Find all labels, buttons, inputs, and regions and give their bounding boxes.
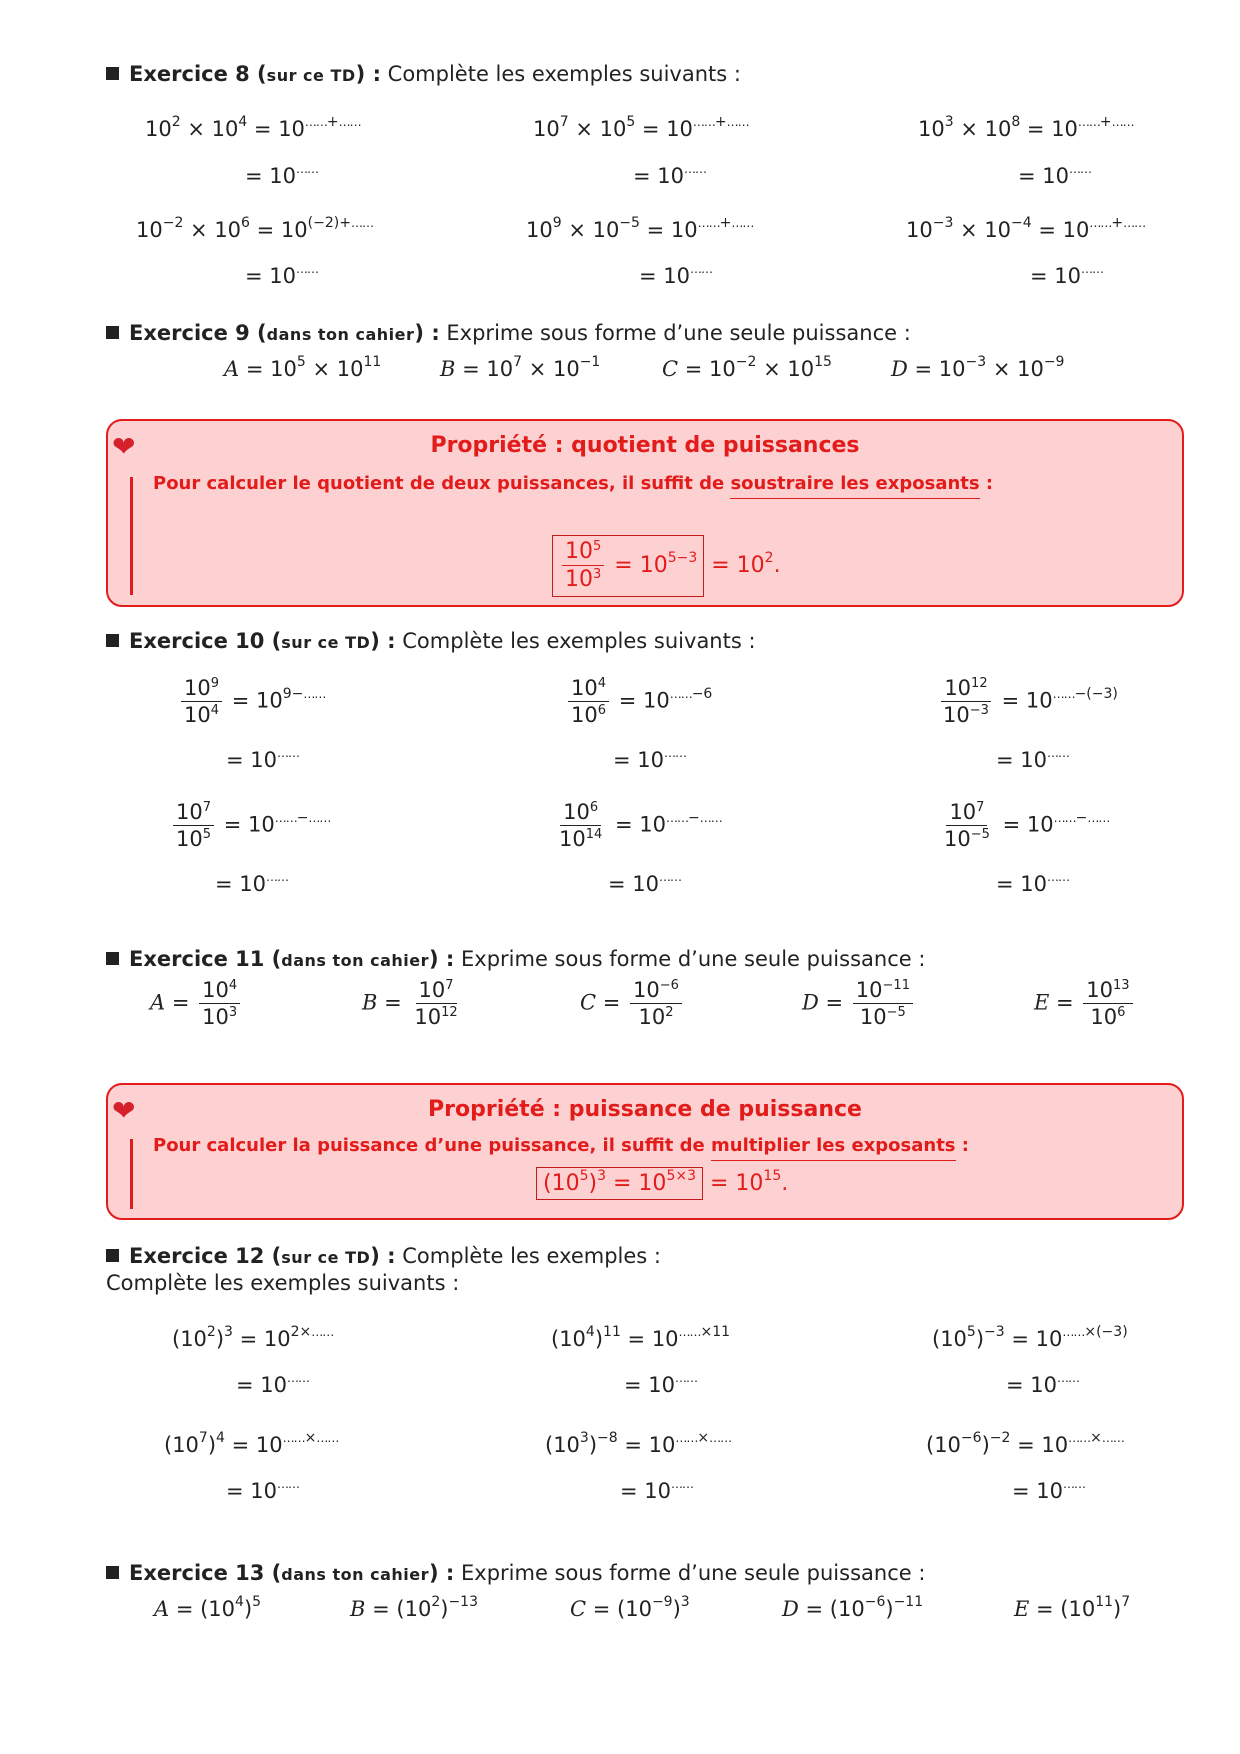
ex12-eq-4: $(10^7)^4 = 10^{\dots\dots\times\dots\dots}$ bbox=[164, 1430, 339, 1457]
ex12-eq-3-result: = 10…… bbox=[1006, 1371, 1079, 1397]
property-power-text: Pour calculer la puissance d’une puissance, il suffit de multiplier les exposants : bbox=[153, 1135, 969, 1156]
ex11-expr-a: A = $\frac{10^4}{10^3}$ bbox=[150, 978, 243, 1029]
ex11-expr-e: E = $\frac{10^{13}}{10^6}$ bbox=[1034, 978, 1136, 1029]
ex8-eq-3: $10^3 \times 10^8 = 10^{\dots\dots+\dots\dots}$ bbox=[918, 114, 1134, 141]
ex13-expr-d: $D = (10^{-6})^{-11}$ bbox=[782, 1594, 924, 1621]
ex12-eq-1: $(10^2)^3 = 10^{2\times\dots\dots}$ bbox=[172, 1324, 334, 1351]
property-power-box bbox=[106, 1083, 1184, 1220]
ex10-eq-6-result: = 10…… bbox=[996, 870, 1069, 896]
ex12-eq-6: $(10^{-6})^{-2} = 10^{\dots\dots\times\dots\dots}$ bbox=[926, 1430, 1124, 1457]
property-power-title: Propriété : puissance de puissance bbox=[428, 1097, 862, 1122]
ex10-eq-1-result: = 10…… bbox=[226, 746, 299, 772]
ex12-eq-5-result: = 10…… bbox=[620, 1477, 693, 1503]
ex12-eq-2-result: = 10…… bbox=[624, 1371, 697, 1397]
ex12-subline: Complète les exemples suivants : bbox=[106, 1271, 460, 1295]
ex12-eq-5: $(10^3)^{-8} = 10^{\dots\dots\times\dots\dots}$ bbox=[545, 1430, 732, 1457]
ex8-eq-2: $10^7 \times 10^5 = 10^{\dots\dots+\dots\dots}$ bbox=[533, 114, 749, 141]
ex8-eq-5-result: = 10…… bbox=[639, 262, 712, 288]
exercise-9-title: Exercice 9 (dans ton cahier) : Exprime sous forme d’une seule puissance : bbox=[106, 321, 911, 345]
ex13-expr-b: $B = (10^2)^{-13}$ bbox=[350, 1594, 478, 1621]
property-power-formula: $(10^5)^3 = 10^{5\times 3} = 10^{15}$. bbox=[536, 1167, 788, 1200]
ex8-eq-5: $10^9 \times 10^{-5} = 10^{\dots\dots+\dots\dots}$ bbox=[526, 215, 754, 242]
ex12-eq-2: $(10^4)^{11} = 10^{\dots\dots\times 11}$ bbox=[551, 1324, 731, 1351]
exercise-8-title: Exercice 8 (sur ce TD) : Complète les exemples suivants : bbox=[106, 62, 741, 86]
ex8-eq-2-result: = 10…… bbox=[633, 162, 706, 188]
exercise-12-title: Exercice 12 (sur ce TD) : Complète les exemples : bbox=[106, 1244, 661, 1268]
ex9-expr-b: $B = 10^7 \times 10^{-1}$ bbox=[440, 354, 601, 381]
ex9-expr-c: $C = 10^{-2} \times 10^{15}$ bbox=[662, 354, 832, 381]
ex8-eq-6: $10^{-3} \times 10^{-4} = 10^{\dots\dots+\dots\dots}$ bbox=[906, 215, 1146, 242]
heart-icon: ❤ bbox=[112, 430, 136, 463]
heart-icon: ❤ bbox=[112, 1094, 136, 1127]
ex8-eq-4-result: = 10…… bbox=[245, 262, 318, 288]
property-quotient-box bbox=[106, 419, 1184, 607]
ex10-eq-2-result: = 10…… bbox=[613, 746, 686, 772]
ex8-eq-1: $10^2 \times 10^4 = 10^{\dots\dots+\dots\dots}$ bbox=[145, 114, 361, 141]
ex12-eq-3: $(10^5)^{-3} = 10^{\dots\dots\times(-3)}$ bbox=[932, 1324, 1128, 1351]
ex13-expr-c: $C = (10^{-9})^3$ bbox=[570, 1594, 690, 1621]
ex9-expr-a: $A = 10^5 \times 10^{11}$ bbox=[224, 354, 382, 381]
exercise-13-title: Exercice 13 (dans ton cahier) : Exprime sous forme d’une seule puissance : bbox=[106, 1561, 925, 1585]
ex8-eq-1-result: = 10…… bbox=[245, 162, 318, 188]
ex10-eq-5: $\frac{10^6}{10^{14}}$ = 10……−…… bbox=[559, 800, 722, 852]
property-quotient-text: Pour calculer le quotient de deux puissances, il suffit de soustraire les exposants : bbox=[153, 473, 993, 494]
ex12-eq-1-result: = 10…… bbox=[236, 1371, 309, 1397]
ex13-expr-e: $E = (10^{11})^7$ bbox=[1014, 1594, 1131, 1621]
property-quotient-formula: $\frac{10^5}{10^3}$ = $10^{5-3} = 10^2$. bbox=[552, 535, 781, 597]
property-quotient-title: Propriété : quotient de puissances bbox=[430, 433, 860, 458]
ex10-eq-3-result: = 10…… bbox=[996, 746, 1069, 772]
ex11-expr-b: B = $\frac{10^7}{10^{12}}$ bbox=[362, 978, 458, 1030]
ex12-eq-6-result: = 10…… bbox=[1012, 1477, 1085, 1503]
ex10-eq-4-result: = 10…… bbox=[215, 870, 288, 896]
ex10-eq-1: $\frac{10^9}{10^4}$ = $10^{9-\dots\dots}$ bbox=[178, 676, 325, 727]
ex10-eq-3: $\frac{10^{12}}{10^{-3}}$ = $10^{\dots\dots-(-3)}$ bbox=[943, 676, 1118, 728]
exercise-10-title: Exercice 10 (sur ce TD) : Complète les exemples suivants : bbox=[106, 629, 756, 653]
ex11-expr-d: D = $\frac{10^{-11}}{10^{-5}}$ bbox=[802, 978, 916, 1029]
ex10-eq-5-result: = 10…… bbox=[608, 870, 681, 896]
ex11-expr-c: C = $\frac{10^{-6}}{10^2}$ bbox=[580, 978, 685, 1029]
ex13-expr-a: $A = (10^4)^5$ bbox=[154, 1594, 262, 1621]
ex10-eq-6: $\frac{10^7}{10^{-5}}$ = 10……−…… bbox=[944, 800, 1110, 852]
ex12-eq-4-result: = 10…… bbox=[226, 1477, 299, 1503]
ex10-eq-4: $\frac{10^7}{10^5}$ = 10……−…… bbox=[170, 800, 330, 851]
exercise-11-title: Exercice 11 (dans ton cahier) : Exprime sous forme d’une seule puissance : bbox=[106, 947, 925, 971]
ex8-eq-6-result: = 10…… bbox=[1030, 262, 1103, 288]
ex8-eq-3-result: = 10…… bbox=[1018, 162, 1091, 188]
ex9-expr-d: $D = 10^{-3} \times 10^{-9}$ bbox=[891, 354, 1065, 381]
ex8-eq-4: $10^{-2} \times 10^6 = 10^{(-2)+\dots\dots}$ bbox=[136, 215, 373, 242]
ex10-eq-2: $\frac{10^4}{10^6}$ = $10^{\dots\dots-6}$ bbox=[565, 676, 712, 727]
